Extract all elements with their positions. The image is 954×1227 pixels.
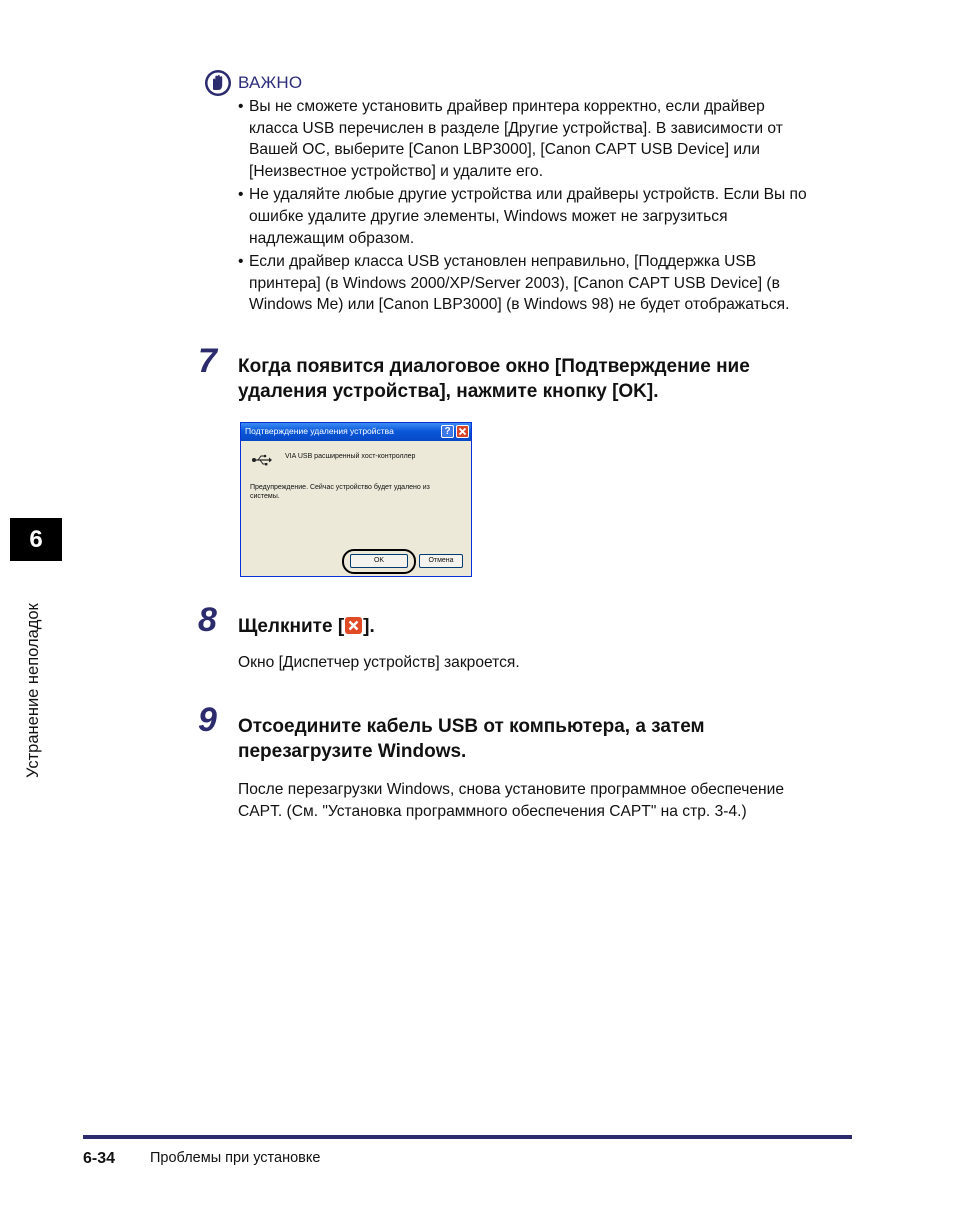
dialog-title: Подтверждение удаления устройства [245, 426, 394, 436]
dialog-title-bar [241, 423, 471, 441]
footer-rule [83, 1135, 852, 1139]
help-button[interactable]: ? [441, 425, 454, 438]
important-title: ВАЖНО [238, 73, 303, 92]
close-icon [457, 426, 468, 437]
important-bullet-3: • Если драйвер класса USB установлен неправильно, [Поддержка USB принтера] (в Windows 2000/XP/Server 2003), [Canon CAPT USB Device] (в Windows Me) или [Canon LBP3000] (в Windows 98) не будет отображаться. [238, 253, 790, 314]
chapter-side-label: Устранение неполадок [24, 603, 42, 778]
ok-button[interactable]: OK [350, 554, 408, 568]
footer-section-title: Проблемы при установке [150, 1150, 321, 1166]
chapter-tab: 6 [10, 518, 62, 561]
step-9-title: Отсоедините кабель USB от компьютера, а затем перезагрузите Windows. [238, 716, 705, 762]
cancel-button[interactable]: Отмена [419, 554, 463, 568]
important-list [238, 96, 878, 318]
important-bullet-1: • Вы не сможете установить драйвер принтера корректно, если драйвер класса USB перечислен в разделе [Другие устройства]. В зависимости от Вашей ОС, выберите [Canon LBP3000], [Canon CAPT USB Device] или [Неизвестное устройство] и удалите его. [238, 98, 783, 180]
stop-hand-icon [204, 69, 232, 97]
step-9-number: 9 [198, 701, 217, 739]
close-x-icon [345, 617, 362, 634]
important-bullet-2: • Не удаляйте любые другие устройства или драйверы устройств. Если Вы по ошибке удалите другие элементы, Windows может не загрузиться надлежащим образом. [238, 186, 807, 247]
dialog-warning: Предупреждение. Сейчас устройство будет удалено из системы. [250, 484, 430, 500]
page-number: 6-34 [83, 1150, 116, 1167]
step-8-text: Окно [Диспетчер устройств] закроется. [238, 654, 520, 671]
step-8-number: 8 [198, 601, 217, 639]
confirm-remove-dialog [240, 422, 472, 577]
step-8-title: Щелкните [ ]. [238, 616, 375, 637]
step-7-number: 7 [198, 342, 217, 380]
device-name: VIA USB расширенный хост-контроллер [285, 453, 416, 460]
close-button[interactable] [456, 425, 469, 438]
step-7-title: Когда появится диалоговое окно [Подтверждение ние удаления устройства], нажмите кнопку [OK]. [238, 356, 750, 402]
usb-icon [251, 453, 273, 467]
step-9-text: После перезагрузки Windows, снова установите программное обеспечение CAPT. (См. "Установка программного обеспечения CAPT" на стр. 3-4.) [238, 781, 784, 820]
